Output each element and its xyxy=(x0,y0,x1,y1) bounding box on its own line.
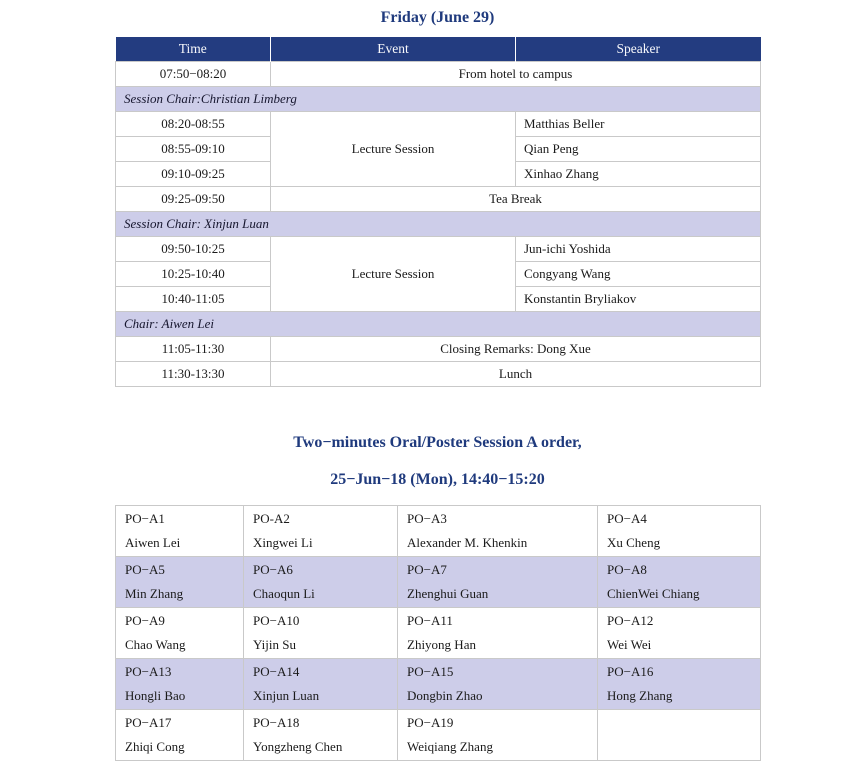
poster-presenter: Min Zhang xyxy=(125,585,184,601)
poster-code: PO−A19 xyxy=(407,714,454,730)
time-cell: 11:30-13:30 xyxy=(116,361,271,386)
column-header-event: Event xyxy=(271,37,516,61)
event-cell: Closing Remarks: Dong Xue xyxy=(271,336,761,361)
poster-code: PO−A9 xyxy=(125,612,165,628)
poster-presenter: Xingwei Li xyxy=(253,534,313,550)
poster-cell xyxy=(398,607,598,658)
poster-code: PO−A11 xyxy=(407,612,453,628)
schedule-row xyxy=(116,111,761,136)
session-chair-cell: Session Chair:Christian Limberg xyxy=(116,86,761,111)
poster-code: PO−A18 xyxy=(253,714,300,730)
poster-cell xyxy=(398,556,598,607)
poster-presenter: Alexander M. Khenkin xyxy=(407,534,528,550)
poster-cell-empty xyxy=(598,709,761,760)
event-cell: Tea Break xyxy=(271,186,761,211)
poster-presenter: Wei Wei xyxy=(607,636,652,652)
poster-row xyxy=(116,709,761,760)
program-content xyxy=(115,0,760,761)
poster-code: PO-A2 xyxy=(253,510,290,526)
schedule-title: Friday (June 29) xyxy=(380,9,495,26)
poster-cell xyxy=(244,658,398,709)
poster-presenter: Weiqiang Zhang xyxy=(407,738,493,754)
poster-presenter: Chao Wang xyxy=(125,636,186,652)
poster-code: PO−A1 xyxy=(125,510,165,526)
speaker-cell: Jun-ichi Yoshida xyxy=(516,236,761,261)
poster-row xyxy=(116,607,761,658)
poster-cell xyxy=(244,556,398,607)
poster-session-datetime: 25−Jun−18 (Mon), 14:40−15:20 xyxy=(330,470,545,488)
session-chair-row xyxy=(116,311,761,336)
schedule-row xyxy=(116,186,761,211)
speaker-cell: Konstantin Bryliakov xyxy=(516,286,761,311)
poster-code: PO−A17 xyxy=(125,714,172,730)
event-cell: Lecture Session xyxy=(271,236,516,311)
poster-cell xyxy=(598,658,761,709)
session-chair-cell: Session Chair: Xinjun Luan xyxy=(116,211,761,236)
poster-presenter: Zhiqi Cong xyxy=(125,738,185,754)
poster-presenter: Xu Cheng xyxy=(607,534,661,550)
poster-presenter: Yijin Su xyxy=(253,636,296,652)
poster-presenter: Zhenghui Guan xyxy=(407,585,489,601)
poster-code: PO−A13 xyxy=(125,663,172,679)
poster-session-title: Two−minutes Oral/Poster Session A order, xyxy=(293,433,582,451)
poster-presenter: Yongzheng Chen xyxy=(253,738,343,754)
poster-code: PO−A7 xyxy=(407,561,447,577)
poster-presenter: Aiwen Lei xyxy=(125,534,181,550)
poster-presenter: Dongbin Zhao xyxy=(407,687,483,703)
schedule-row xyxy=(116,61,761,86)
poster-code: PO−A5 xyxy=(125,561,165,577)
time-cell: 09:25-09:50 xyxy=(116,186,271,211)
time-cell: 09:10-09:25 xyxy=(116,161,271,186)
poster-cell xyxy=(116,607,244,658)
speaker-cell: Matthias Beller xyxy=(516,111,761,136)
poster-cell xyxy=(244,607,398,658)
poster-code: PO−A6 xyxy=(253,561,293,577)
poster-code: PO−A14 xyxy=(253,663,300,679)
session-chair-row xyxy=(116,211,761,236)
poster-presenter: ChienWei Chiang xyxy=(607,585,700,601)
poster-cell xyxy=(244,709,398,760)
schedule-row xyxy=(116,361,761,386)
poster-code: PO−A12 xyxy=(607,612,654,628)
poster-presenter: Xinjun Luan xyxy=(253,687,320,703)
time-cell: 08:20-08:55 xyxy=(116,111,271,136)
time-cell: 08:55-09:10 xyxy=(116,136,271,161)
session-chair-row xyxy=(116,86,761,111)
schedule-table xyxy=(115,37,761,387)
poster-cell xyxy=(598,505,761,556)
time-cell: 07:50−08:20 xyxy=(116,61,271,86)
poster-cell xyxy=(398,709,598,760)
poster-cell xyxy=(244,505,398,556)
poster-code: PO−A8 xyxy=(607,561,647,577)
poster-cell xyxy=(398,505,598,556)
session-chair-cell: Chair: Aiwen Lei xyxy=(116,311,761,336)
poster-cell xyxy=(116,709,244,760)
speaker-cell: Congyang Wang xyxy=(516,261,761,286)
schedule-row xyxy=(116,336,761,361)
time-cell: 10:40-11:05 xyxy=(116,286,271,311)
time-cell: 11:05-11:30 xyxy=(116,336,271,361)
poster-code: PO−A15 xyxy=(407,663,454,679)
poster-cell xyxy=(116,505,244,556)
poster-cell xyxy=(398,658,598,709)
poster-cell xyxy=(598,607,761,658)
poster-presenter: Chaoqun Li xyxy=(253,585,315,601)
poster-table xyxy=(115,505,761,761)
schedule-header-row xyxy=(116,37,761,61)
poster-row xyxy=(116,658,761,709)
poster-code: PO−A4 xyxy=(607,510,647,526)
column-header-speaker: Speaker xyxy=(516,37,761,61)
speaker-cell: Xinhao Zhang xyxy=(516,161,761,186)
poster-cell xyxy=(116,556,244,607)
poster-presenter: Zhiyong Han xyxy=(407,636,476,652)
event-cell: From hotel to campus xyxy=(271,61,761,86)
event-cell: Lecture Session xyxy=(271,111,516,186)
poster-code: PO−A16 xyxy=(607,663,654,679)
time-cell: 09:50-10:25 xyxy=(116,236,271,261)
speaker-cell: Qian Peng xyxy=(516,136,761,161)
poster-code: PO−A10 xyxy=(253,612,300,628)
poster-code: PO−A3 xyxy=(407,510,447,526)
poster-cell xyxy=(116,658,244,709)
poster-row xyxy=(116,556,761,607)
poster-cell xyxy=(598,556,761,607)
time-cell: 10:25-10:40 xyxy=(116,261,271,286)
event-cell: Lunch xyxy=(271,361,761,386)
poster-presenter: Hong Zhang xyxy=(607,687,673,703)
schedule-row xyxy=(116,236,761,261)
poster-presenter: Hongli Bao xyxy=(125,687,186,703)
poster-row xyxy=(116,505,761,556)
column-header-time: Time xyxy=(116,37,271,61)
